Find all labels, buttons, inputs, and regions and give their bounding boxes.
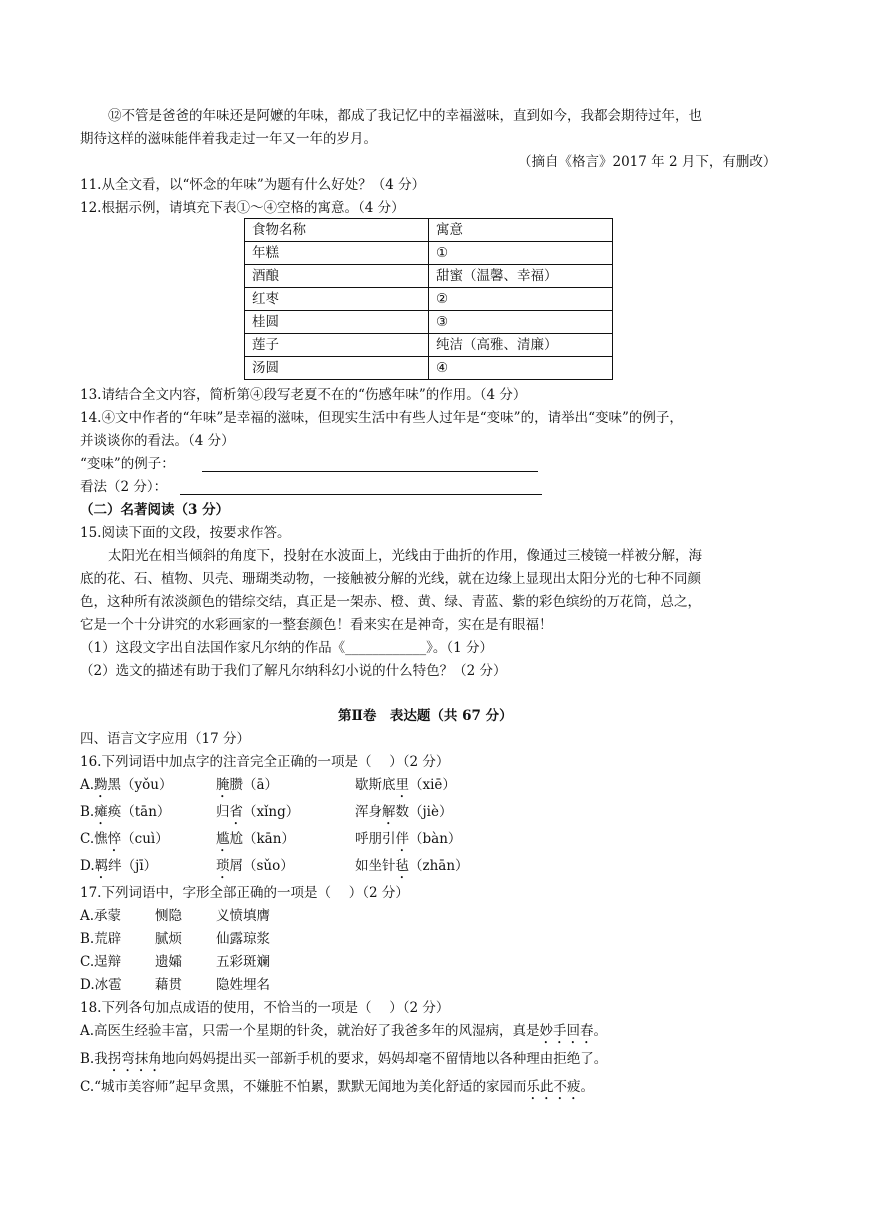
option-letter: C.: [80, 831, 95, 847]
word-text: 痪（tān）: [107, 804, 171, 820]
q17-option-c-word-3: 五彩斑斓: [216, 954, 270, 970]
dotted-idiom: 拐弯抹角: [107, 1051, 162, 1067]
question-15-2: （2）选文的描述有助于我们了解凡尔纳科幻小说的什么特色？（2 分）: [80, 663, 507, 679]
dotted-char: 黝: [94, 777, 108, 793]
word-text: （xiē）: [409, 777, 456, 793]
dotted-char: 尴: [216, 831, 230, 847]
answer-line[interactable]: [202, 470, 538, 472]
q14-example-label: “变味”的例子：: [80, 456, 175, 472]
dotted-char: 毡: [395, 858, 409, 874]
question-14-line-1: 14.④文中作者的“年味”是幸福的滋味，但现实生活中有些人过年是“变味”的，请举出“变味”的例子，: [80, 410, 683, 426]
dotted-char: 伴: [395, 831, 409, 847]
sentence-text: 。: [593, 1023, 608, 1039]
q17-option-c-word-2: 遗孀: [155, 954, 182, 970]
option-letter: A.: [80, 777, 95, 793]
source-citation: （摘自《格言》2017 年 2 月下，有删改）: [518, 154, 777, 170]
table-row: [245, 311, 613, 334]
q15-1-prefix: （1）这段文字出自法国作家凡尔纳的作品《: [80, 640, 346, 656]
table-header-row: [245, 219, 613, 242]
question-13: 13.请结合全文内容，简析第④段写老夏不在的“伤感年味”的作用。（4 分）: [80, 387, 527, 403]
dotted-char: 琐: [216, 858, 230, 874]
word-text: 绊（jī）: [108, 858, 158, 874]
question-15: 15.阅读下面的文段，按要求作答。: [80, 525, 291, 541]
word-text: 歇斯底: [355, 777, 396, 793]
sentence-text: 地向妈妈提出买一部新手机的要求，妈妈却毫不留情地以各种理由拒绝了。: [161, 1051, 608, 1067]
table-cell: 红枣: [245, 288, 429, 311]
table-cell: 汤圆: [245, 357, 429, 380]
passage-line: 太阳光在相当倾斜的角度下，投射在水波面上，光线由于曲折的作用，像通过三棱镜一样被分解，海: [108, 548, 702, 564]
q15-1-blank[interactable]: ____________: [345, 640, 427, 656]
dotted-char: 里: [395, 777, 409, 793]
word-text: 呼朋引: [355, 831, 396, 847]
table-row: [245, 357, 613, 380]
q17-option-b-word-2: 腻烦: [155, 931, 182, 947]
paragraph-12-line-1: ⑫不管是爸爸的年味还是阿嬷的年味，都成了我记忆中的幸福滋味，直到如今，我都会期待过年，也: [108, 108, 702, 124]
word-text: （zhān）: [409, 858, 469, 874]
dotted-char: 瘫: [94, 804, 108, 820]
option-letter: D.: [80, 858, 95, 874]
word-text: 数（jiè）: [395, 804, 453, 820]
table-cell: ①: [429, 242, 613, 265]
passage-line: 它是一个十分讲究的水彩画家的一整套颜色！看来实在是神奇，实在是有眼福！: [80, 617, 553, 633]
passage-line: 底的花、石、植物、贝壳、珊瑚类动物，一接触被分解的光线，就在边缘上显现出太阳分光的七种不同颜: [80, 571, 701, 587]
table-cell: 桂圆: [245, 311, 429, 334]
q17-option-a-word-1: A.承蒙: [80, 908, 122, 924]
table-header-cell: 寓意: [429, 219, 613, 242]
table-cell: ④: [429, 357, 613, 380]
section-4-heading: 四、语言文字应用（17 分）: [80, 731, 250, 747]
table-row: [245, 242, 613, 265]
word-text: （bàn）: [409, 831, 462, 847]
option-letter: B.: [80, 804, 95, 820]
q17-option-a-word-2: 恻隐: [155, 908, 182, 924]
table-row: [245, 334, 613, 357]
table-row: [245, 265, 613, 288]
sentence-text: 。: [580, 1079, 594, 1095]
table-cell: 甜蜜（温馨、幸福）: [429, 265, 613, 288]
question-18: 18.下列各句加点成语的使用，不恰当的一项是（ ）（2 分）: [80, 1000, 450, 1016]
table-cell: ②: [429, 288, 613, 311]
dotted-char: 省: [229, 804, 243, 820]
dotted-char: 腌: [216, 777, 230, 793]
dotted-idiom: 乐此不疲: [526, 1079, 581, 1095]
q17-option-a-word-3: 义愤填膺: [216, 908, 270, 924]
paragraph-12-line-2: 期待这样的滋味能伴着我走过一年又一年的岁月。: [80, 131, 377, 147]
sentence-text: B.我: [80, 1051, 108, 1067]
question-14-line-2: 并谈谈你的看法。（4 分）: [80, 433, 235, 449]
word-text: 尬（kān）: [229, 831, 295, 847]
q14-view-label: 看法（2 分）：: [80, 479, 168, 495]
passage-line: 色，这种所有浓淡颜色的错综交结，真正是一架赤、橙、黄、绿、青蓝、紫的彩色缤纷的万花筒，总之，: [80, 594, 701, 610]
word-text: 憔: [94, 831, 108, 847]
question-11: 11.从全文看，以“怀念的年味”为题有什么好处？（4 分）: [80, 177, 426, 193]
q17-option-b-word-3: 仙露琼浆: [216, 931, 270, 947]
dotted-char: 解: [382, 804, 396, 820]
word-text: 如坐针: [355, 858, 396, 874]
sentence-text: C.“城市美容师”起早贪黑，不嫌脏不怕累，默默无闻地为美化舒适的家园而: [80, 1079, 527, 1095]
word-text: 黑（yǒu）: [107, 777, 173, 793]
table-cell: 酒酿: [245, 265, 429, 288]
table-cell: 纯洁（高雅、清廉）: [429, 334, 613, 357]
food-meaning-table: [244, 218, 613, 380]
word-text: 臜（ā）: [229, 777, 279, 793]
dotted-char: 悴: [107, 831, 122, 847]
question-15-1: [80, 639, 493, 657]
table-cell: 莲子: [245, 334, 429, 357]
table-cell: 年糕: [245, 242, 429, 265]
q17-option-b-word-1: B.荒辟: [80, 931, 122, 947]
table-row: [245, 288, 613, 311]
answer-line[interactable]: [180, 493, 542, 495]
question-12: 12.根据示例，请填充下表①～④空格的寓意。（4 分）: [80, 200, 405, 216]
part-2-title: 第Ⅱ卷 表达题（共 67 分）: [338, 708, 513, 724]
q17-option-d-word-3: 隐姓埋名: [216, 977, 270, 993]
q18-option-c: [80, 1078, 594, 1103]
question-17: 17.下列词语中，字形全部正确的一项是（ ）（2 分）: [80, 885, 409, 901]
q17-option-d-word-1: D.冰雹: [80, 977, 122, 993]
word-text: 浑身: [355, 804, 382, 820]
q18-option-a: [80, 1022, 607, 1047]
section-2-heading: （二）名著阅读（3 分）: [80, 502, 230, 518]
word-text: （cuì）: [121, 831, 169, 847]
word-text: 屑（sǔo）: [229, 858, 294, 874]
dotted-idiom: 妙手回春: [539, 1023, 594, 1039]
q17-option-d-word-2: 藉贯: [155, 977, 182, 993]
dotted-char: 羁: [94, 858, 109, 874]
q18-option-b: [80, 1050, 607, 1075]
sentence-text: A.高医生经验丰富，只需一个星期的针灸，就治好了我爸多年的风湿病，真是: [80, 1023, 540, 1039]
q17-option-c-word-1: C.逞辩: [80, 954, 122, 970]
question-16: 16.下列词语中加点字的注音完全正确的一项是（ ）（2 分）: [80, 754, 450, 770]
table-header-cell: 食物名称: [245, 219, 429, 242]
word-text: （xǐng）: [243, 804, 300, 820]
q15-1-suffix: 》。（1 分）: [426, 640, 493, 656]
table-cell: ③: [429, 311, 613, 334]
word-text: 归: [216, 804, 230, 820]
